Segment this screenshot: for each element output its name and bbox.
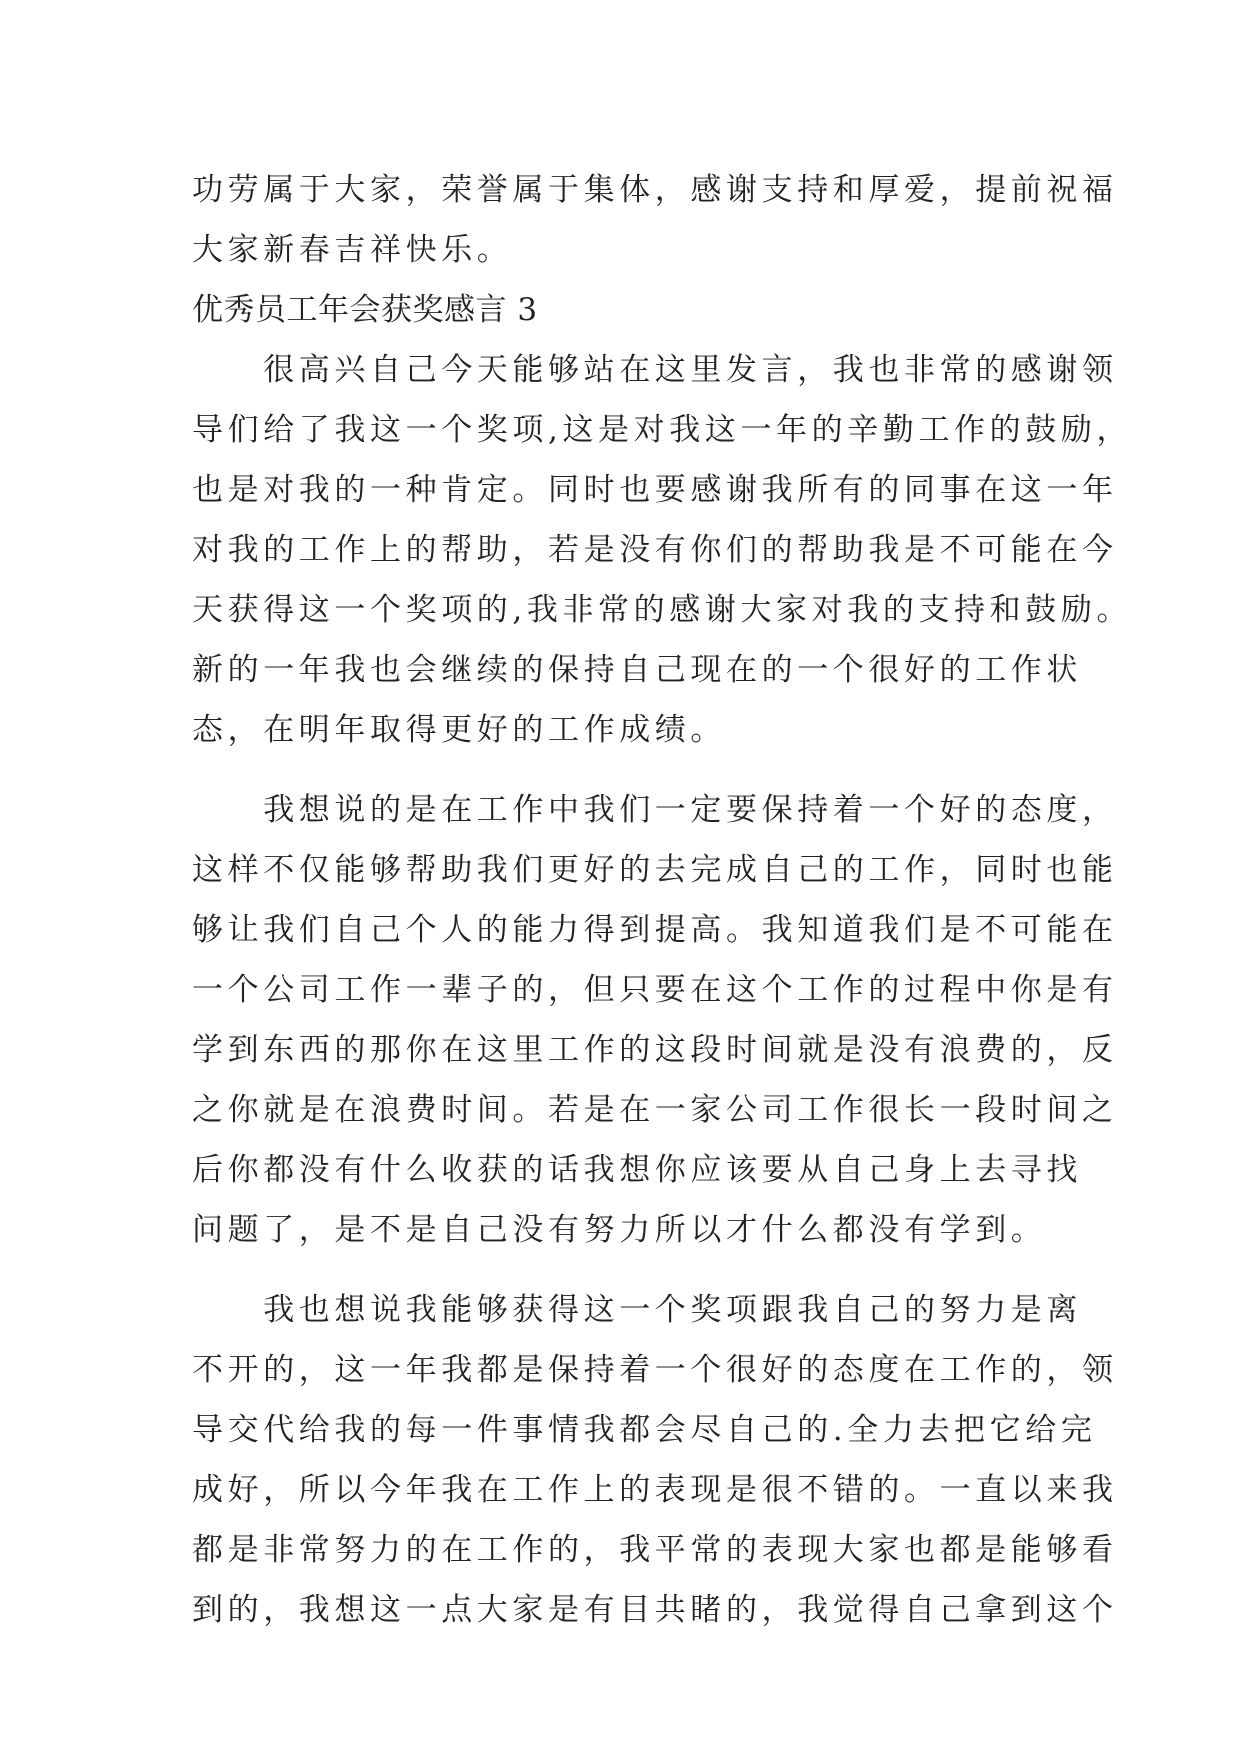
paragraph-line: 到的，我想这一点大家是有目共睹的，我觉得自己拿到这个 xyxy=(192,1592,1118,1628)
paragraph-line: 一个公司工作一辈子的，但只要在这个工作的过程中你是有 xyxy=(192,972,1118,1008)
paragraph-line: 问题了，是不是自己没有努力所以才什么都没有学到。 xyxy=(192,1212,1047,1248)
section-heading: 优秀员工年会获奖感言 3 xyxy=(192,292,538,328)
paragraph-spacing xyxy=(192,1260,1052,1280)
paragraph-line: 学到东西的那你在这里工作的这段时间就是没有浪费的，反 xyxy=(192,1032,1118,1068)
document-body xyxy=(192,160,1133,1640)
paragraph-2 xyxy=(192,780,1118,1260)
paragraph-spacing xyxy=(192,760,1052,780)
paragraph-line: 也是对我的一种肯定。同时也要感谢我所有的同事在这一年 xyxy=(192,472,1118,508)
paragraph-line: 对我的工作上的帮助，若是没有你们的帮助我是不可能在今 xyxy=(192,532,1118,568)
intro-line: 大家新春吉祥快乐。 xyxy=(192,232,513,268)
paragraph-line: 导们给了我这一个奖项,这是对我这一年的辛勤工作的鼓励， xyxy=(192,412,1133,448)
paragraph-line: 够让我们自己个人的能力得到提高。我知道我们是不可能在 xyxy=(192,912,1118,948)
paragraph-3 xyxy=(192,1280,1118,1640)
paragraph-line: 成好，所以今年我在工作上的表现是很不错的。一直以来我 xyxy=(192,1472,1118,1508)
intro-line: 功劳属于大家，荣誉属于集体，感谢支持和厚爱，提前祝福 xyxy=(192,172,1118,208)
paragraph-line: 之你就是在浪费时间。若是在一家公司工作很长一段时间之 xyxy=(192,1092,1118,1128)
paragraph-line: 天获得这一个奖项的,我非常的感谢大家对我的支持和鼓励。 xyxy=(192,592,1133,628)
paragraph-line: 我想说的是在工作中我们一定要保持着一个好的态度， xyxy=(192,792,1118,828)
paragraph-line: 后你都没有什么收获的话我想你应该要从自己身上去寻找 xyxy=(192,1152,1082,1188)
paragraph-line: 态，在明年取得更好的工作成绩。 xyxy=(192,712,726,748)
paragraph-line: 我也想说我能够获得这一个奖项跟我自己的努力是离 xyxy=(192,1292,1082,1328)
paragraph-line: 很高兴自己今天能够站在这里发言，我也非常的感谢领 xyxy=(192,352,1118,388)
paragraph-1 xyxy=(192,340,1133,760)
paragraph-line: 都是非常努力的在工作的，我平常的表现大家也都是能够看 xyxy=(192,1532,1118,1568)
paragraph-line: 不开的，这一年我都是保持着一个很好的态度在工作的，领 xyxy=(192,1352,1118,1388)
paragraph-line: 这样不仅能够帮助我们更好的去完成自己的工作，同时也能 xyxy=(192,852,1118,888)
paragraph-line: 新的一年我也会继续的保持自己现在的一个很好的工作状 xyxy=(192,652,1082,688)
paragraph-line: 导交代给我的每一件事情我都会尽自己的.全力去把它给完 xyxy=(192,1412,1097,1448)
